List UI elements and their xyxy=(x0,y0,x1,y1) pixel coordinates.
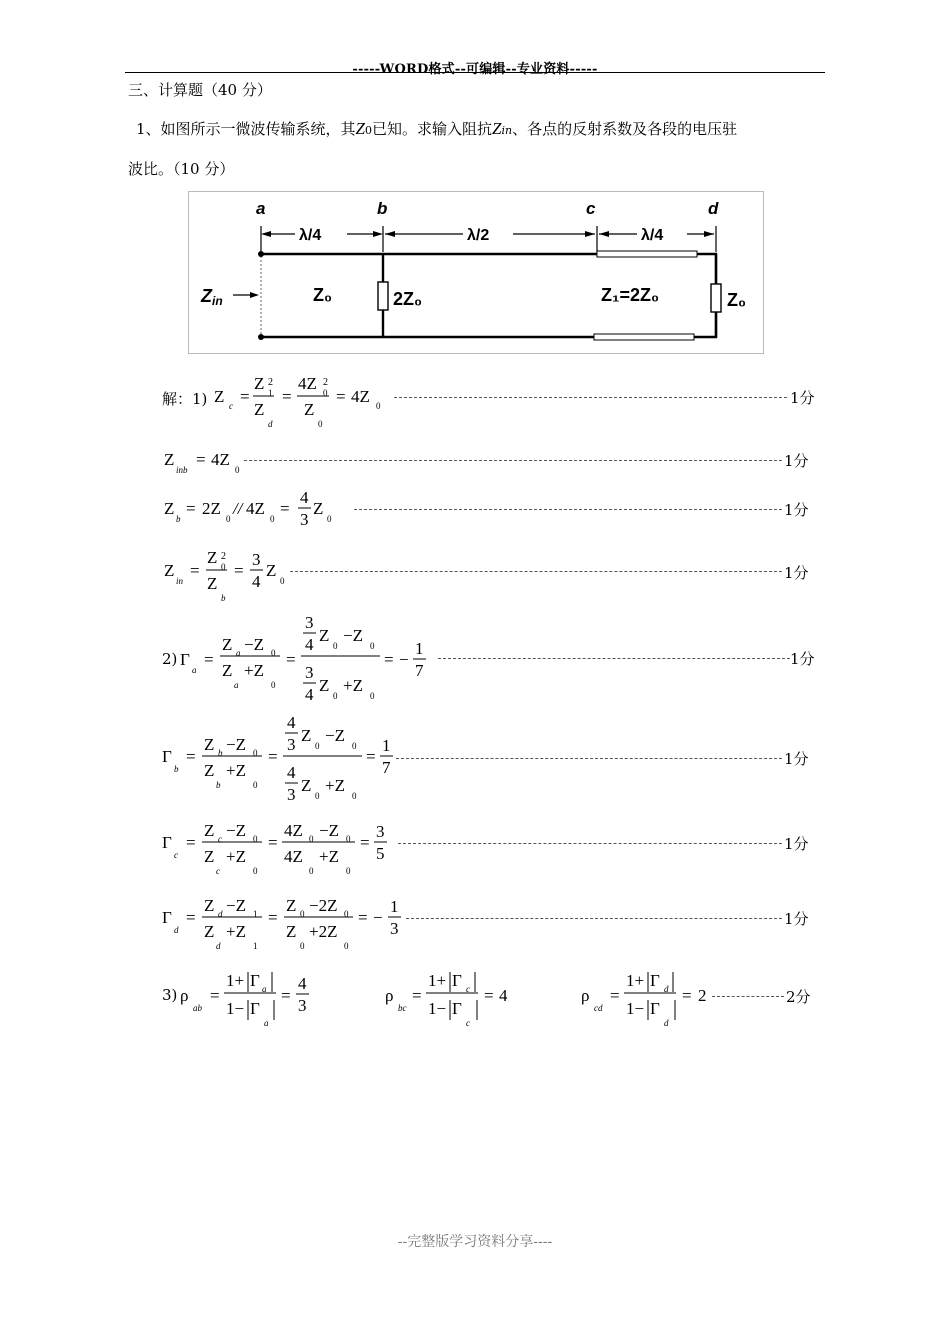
svg-text:2: 2 xyxy=(323,377,328,388)
svg-text:Z: Z xyxy=(204,922,215,941)
svg-text:=: = xyxy=(186,747,196,766)
svg-text:0: 0 xyxy=(253,748,258,758)
svg-text:=: = xyxy=(282,387,292,406)
svg-text:Γ: Γ xyxy=(162,908,172,927)
svg-text:d: d xyxy=(174,925,179,935)
svg-text:0: 0 xyxy=(323,388,328,398)
svg-text:4Z: 4Z xyxy=(298,374,317,393)
z1-label: Z₁=2Z₀ xyxy=(601,285,660,305)
svg-text:cd: cd xyxy=(594,1003,603,1013)
svg-text:=: = xyxy=(190,561,200,580)
svg-text:3: 3 xyxy=(300,510,309,529)
svg-text:1: 1 xyxy=(415,639,424,658)
svg-text:=: = xyxy=(186,499,196,518)
svg-text:=: = xyxy=(196,450,206,469)
svg-text:0: 0 xyxy=(315,741,320,751)
eq-zin xyxy=(162,544,822,604)
svg-text:=: = xyxy=(210,986,220,1005)
svg-text:Z: Z xyxy=(164,450,175,469)
svg-text:1−: 1− xyxy=(428,999,447,1018)
svg-text:d: d xyxy=(664,1018,669,1028)
point-d-label: d xyxy=(708,199,719,218)
svg-text:c: c xyxy=(216,866,220,876)
question-text xyxy=(136,118,737,139)
svg-text:Γ: Γ xyxy=(162,747,172,766)
z0-symbol: Z0 xyxy=(355,119,373,138)
svg-text:0: 0 xyxy=(352,791,357,801)
svg-text:1: 1 xyxy=(253,941,258,951)
eq-zb xyxy=(162,487,822,535)
circuit-diagram xyxy=(188,191,764,354)
svg-text:1−: 1− xyxy=(626,999,645,1018)
svg-text:+Z: +Z xyxy=(244,661,264,680)
svg-text:4Z: 4Z xyxy=(211,450,230,469)
svg-text:−: − xyxy=(373,908,383,927)
svg-text:−Z: −Z xyxy=(325,726,345,745)
svg-text:3: 3 xyxy=(252,550,261,569)
svg-text:bc: bc xyxy=(398,1003,407,1013)
eq-zc xyxy=(162,372,822,432)
svg-text:0: 0 xyxy=(280,576,285,586)
svg-text:Z: Z xyxy=(301,726,312,745)
section-title: 三、计算题（40 分） xyxy=(128,81,272,99)
svg-text:=: = xyxy=(204,650,214,669)
svg-text:ab: ab xyxy=(193,1003,202,1013)
point-a-label: a xyxy=(256,199,266,218)
svg-text:−Z: −Z xyxy=(226,896,246,915)
svg-text:−Z: −Z xyxy=(226,821,246,840)
svg-text:Γ: Γ xyxy=(250,999,260,1018)
svg-text:a: a xyxy=(262,984,267,994)
svg-text:=: = xyxy=(186,908,196,927)
svg-text:=: = xyxy=(360,833,370,852)
svg-text:5: 5 xyxy=(376,844,385,863)
svg-text:2: 2 xyxy=(698,986,707,1005)
svg-text:0: 0 xyxy=(370,641,375,651)
svg-text:=: = xyxy=(268,833,278,852)
svg-text:=: = xyxy=(186,833,196,852)
svg-text:0: 0 xyxy=(271,680,276,690)
length-bc-label: λ/2 xyxy=(467,227,490,244)
svg-text:1+: 1+ xyxy=(226,971,245,990)
svg-text:=: = xyxy=(610,986,620,1005)
svg-text:Γ: Γ xyxy=(650,971,660,990)
load-label: Z₀ xyxy=(727,290,747,310)
svg-text:+Z: +Z xyxy=(226,922,246,941)
svg-text:a: a xyxy=(192,665,197,675)
svg-text:1+: 1+ xyxy=(626,971,645,990)
svg-text:4: 4 xyxy=(300,488,309,507)
svg-text:Z: Z xyxy=(286,922,297,941)
svg-text:0: 0 xyxy=(346,866,351,876)
svg-text:0: 0 xyxy=(271,648,276,658)
svg-text:Z: Z xyxy=(222,635,233,654)
svg-text:3: 3 xyxy=(390,919,399,938)
svg-text:a: a xyxy=(234,680,239,690)
svg-text:+Z: +Z xyxy=(226,761,246,780)
eq-gamma-a xyxy=(162,610,822,710)
svg-text:+2Z: +2Z xyxy=(309,922,338,941)
svg-text:ρ: ρ xyxy=(581,986,590,1005)
svg-text:2Z: 2Z xyxy=(202,499,221,518)
svg-text:=: = xyxy=(412,986,422,1005)
svg-text:4Z: 4Z xyxy=(284,821,303,840)
svg-text:ρ: ρ xyxy=(180,986,189,1005)
eq-gamma-b xyxy=(162,710,822,810)
svg-text:2: 2 xyxy=(221,551,226,562)
question-part-3: 、各点的反射系数及各段的电压驻 xyxy=(512,120,738,138)
score-5: 1分 xyxy=(790,650,815,668)
svg-text:=: = xyxy=(384,650,394,669)
eq-zinb xyxy=(162,445,822,481)
svg-text:a: a xyxy=(236,648,241,658)
zin-symbol: Zin xyxy=(492,119,513,138)
eq-gamma-d xyxy=(162,890,822,952)
svg-text:d: d xyxy=(216,941,221,951)
header-rule xyxy=(125,72,825,73)
svg-text:1+: 1+ xyxy=(428,971,447,990)
svg-text:−Z: −Z xyxy=(226,735,246,754)
length-ab-label: λ/4 xyxy=(299,227,322,244)
svg-text:0: 0 xyxy=(235,465,240,475)
svg-text:=: = xyxy=(366,747,376,766)
svg-text:Z: Z xyxy=(164,561,175,580)
svg-text:Z: Z xyxy=(214,387,225,406)
svg-text:1: 1 xyxy=(253,909,258,919)
svg-text:Z: Z xyxy=(204,821,215,840)
svg-text:Γ: Γ xyxy=(452,999,462,1018)
svg-text:0: 0 xyxy=(253,780,258,790)
svg-text:d: d xyxy=(268,419,273,429)
svg-text:0: 0 xyxy=(300,909,305,919)
svg-text:4: 4 xyxy=(298,974,307,993)
svg-text:=: = xyxy=(281,986,291,1005)
svg-text:0: 0 xyxy=(318,419,323,429)
svg-text:Z: Z xyxy=(164,499,175,518)
svg-text:Γ: Γ xyxy=(650,999,660,1018)
length-cd-label: λ/4 xyxy=(641,227,664,244)
question-text-cont: 波比。（10 分） xyxy=(128,160,235,178)
svg-text:0: 0 xyxy=(300,941,305,951)
score-4: 1分 xyxy=(784,564,809,582)
svg-text:1−: 1− xyxy=(226,999,245,1018)
svg-text:b: b xyxy=(221,593,226,603)
svg-text:=: = xyxy=(268,908,278,927)
svg-text:Z: Z xyxy=(204,847,215,866)
point-b-label: b xyxy=(377,199,388,218)
svg-text:=: = xyxy=(234,561,244,580)
question-part-2: 已知。求输入阻抗 xyxy=(372,120,493,138)
svg-text:0: 0 xyxy=(333,691,338,701)
svg-text:Z: Z xyxy=(207,574,218,593)
svg-text:0: 0 xyxy=(253,866,258,876)
svg-text:1: 1 xyxy=(382,736,391,755)
svg-text:b: b xyxy=(176,514,181,524)
svg-text:1: 1 xyxy=(390,897,399,916)
svg-text:=: = xyxy=(358,908,368,927)
score-2: 1分 xyxy=(784,452,809,470)
svg-text:3: 3 xyxy=(305,663,314,682)
svg-text:b: b xyxy=(216,780,221,790)
svg-text:−2Z: −2Z xyxy=(309,896,338,915)
svg-text:0: 0 xyxy=(376,401,381,411)
svg-text:2: 2 xyxy=(268,377,273,388)
svg-text:Z: Z xyxy=(286,896,297,915)
svg-text:7: 7 xyxy=(382,758,391,777)
svg-text:4: 4 xyxy=(305,635,314,654)
eq-gamma-c xyxy=(162,815,822,877)
svg-text:Z: Z xyxy=(319,626,330,645)
svg-text:4: 4 xyxy=(305,685,314,704)
svg-text:3: 3 xyxy=(287,785,296,804)
svg-text:4Z: 4Z xyxy=(284,847,303,866)
svg-text:=: = xyxy=(280,499,290,518)
svg-text:=: = xyxy=(268,747,278,766)
svg-text:Z: Z xyxy=(266,561,277,580)
svg-text:=: = xyxy=(286,650,296,669)
part2-label: 2) xyxy=(162,650,178,668)
svg-text:0: 0 xyxy=(352,741,357,751)
zin-label: Zin xyxy=(201,286,223,308)
svg-text:Z: Z xyxy=(254,400,265,419)
svg-text:0: 0 xyxy=(333,641,338,651)
svg-text:ρ: ρ xyxy=(385,986,394,1005)
svg-text:=: = xyxy=(484,986,494,1005)
svg-text:4: 4 xyxy=(287,763,296,782)
svg-text:0: 0 xyxy=(309,866,314,876)
page-header: -----WORD格式--可编辑--专业资料----- xyxy=(352,62,598,77)
svg-text:0: 0 xyxy=(309,834,314,844)
svg-text:Z: Z xyxy=(207,548,218,567)
svg-text:inb: inb xyxy=(176,465,188,475)
svg-text:4: 4 xyxy=(252,572,261,591)
svg-text:Z: Z xyxy=(204,896,215,915)
page-footer: --完整版学习资料分享---- xyxy=(397,1234,553,1250)
svg-text:Z: Z xyxy=(313,499,324,518)
svg-text:3: 3 xyxy=(298,996,307,1015)
svg-text:0: 0 xyxy=(315,791,320,801)
svg-text:Z: Z xyxy=(254,374,265,393)
svg-text://: // xyxy=(233,499,243,518)
svg-text:0: 0 xyxy=(346,834,351,844)
svg-text:0: 0 xyxy=(221,562,226,572)
svg-text:a: a xyxy=(264,1018,269,1028)
svg-text:+Z: +Z xyxy=(343,676,363,695)
score-9: 2分 xyxy=(786,988,811,1006)
svg-text:−Z: −Z xyxy=(319,821,339,840)
svg-text:4: 4 xyxy=(287,713,296,732)
svg-text:+Z: +Z xyxy=(319,847,339,866)
svg-text:Z: Z xyxy=(204,735,215,754)
score-1: 1分 xyxy=(790,389,815,407)
svg-text:c: c xyxy=(229,401,233,411)
svg-text:Γ: Γ xyxy=(180,650,190,669)
svg-text:4Z: 4Z xyxy=(246,499,265,518)
svg-text:c: c xyxy=(218,834,222,844)
svg-text:0: 0 xyxy=(344,909,349,919)
svg-text:Z: Z xyxy=(301,776,312,795)
svg-text:−Z: −Z xyxy=(343,626,363,645)
svg-text:−: − xyxy=(399,650,409,669)
svg-text:=: = xyxy=(682,986,692,1005)
solution-prefix: 解：1) xyxy=(162,390,208,408)
svg-text:0: 0 xyxy=(327,514,332,524)
svg-text:−Z: −Z xyxy=(244,635,264,654)
svg-text:3: 3 xyxy=(287,735,296,754)
svg-text:d: d xyxy=(218,909,223,919)
shunt-label: 2Z₀ xyxy=(393,289,423,309)
svg-text:b: b xyxy=(218,748,223,758)
svg-text:0: 0 xyxy=(270,514,275,524)
svg-text:Γ: Γ xyxy=(452,971,462,990)
svg-text:b: b xyxy=(174,764,179,774)
svg-text:7: 7 xyxy=(415,661,424,680)
svg-text:0: 0 xyxy=(344,941,349,951)
part3-label: 3) xyxy=(162,986,178,1004)
svg-text:=: = xyxy=(240,387,250,406)
svg-text:Γ: Γ xyxy=(250,971,260,990)
svg-text:c: c xyxy=(174,850,178,860)
svg-text:Z: Z xyxy=(304,400,315,419)
svg-text:c: c xyxy=(466,1018,470,1028)
eq-vswr xyxy=(162,962,822,1032)
svg-text:Z: Z xyxy=(204,761,215,780)
svg-text:c: c xyxy=(466,984,470,994)
svg-text:0: 0 xyxy=(370,691,375,701)
svg-text:1: 1 xyxy=(268,388,273,398)
score-6: 1分 xyxy=(784,750,809,768)
svg-text:in: in xyxy=(176,576,184,586)
score-7: 1分 xyxy=(784,835,809,853)
score-8: 1分 xyxy=(784,910,809,928)
svg-text:0: 0 xyxy=(253,834,258,844)
svg-text:Z: Z xyxy=(319,676,330,695)
svg-text:+Z: +Z xyxy=(226,847,246,866)
point-c-label: c xyxy=(586,199,596,218)
svg-text:3: 3 xyxy=(305,613,314,632)
question-part-1: 1、如图所示一微波传输系统，其 xyxy=(136,120,356,138)
score-3: 1分 xyxy=(784,501,809,519)
svg-text:4: 4 xyxy=(499,986,508,1005)
svg-text:3: 3 xyxy=(376,822,385,841)
svg-text:4Z: 4Z xyxy=(351,387,370,406)
svg-text:Z: Z xyxy=(222,661,233,680)
svg-text:0: 0 xyxy=(226,514,231,524)
svg-text:d: d xyxy=(664,984,669,994)
svg-text:=: = xyxy=(336,387,346,406)
z0-line-label: Z₀ xyxy=(313,285,333,305)
svg-text:+Z: +Z xyxy=(325,776,345,795)
svg-text:Γ: Γ xyxy=(162,833,172,852)
